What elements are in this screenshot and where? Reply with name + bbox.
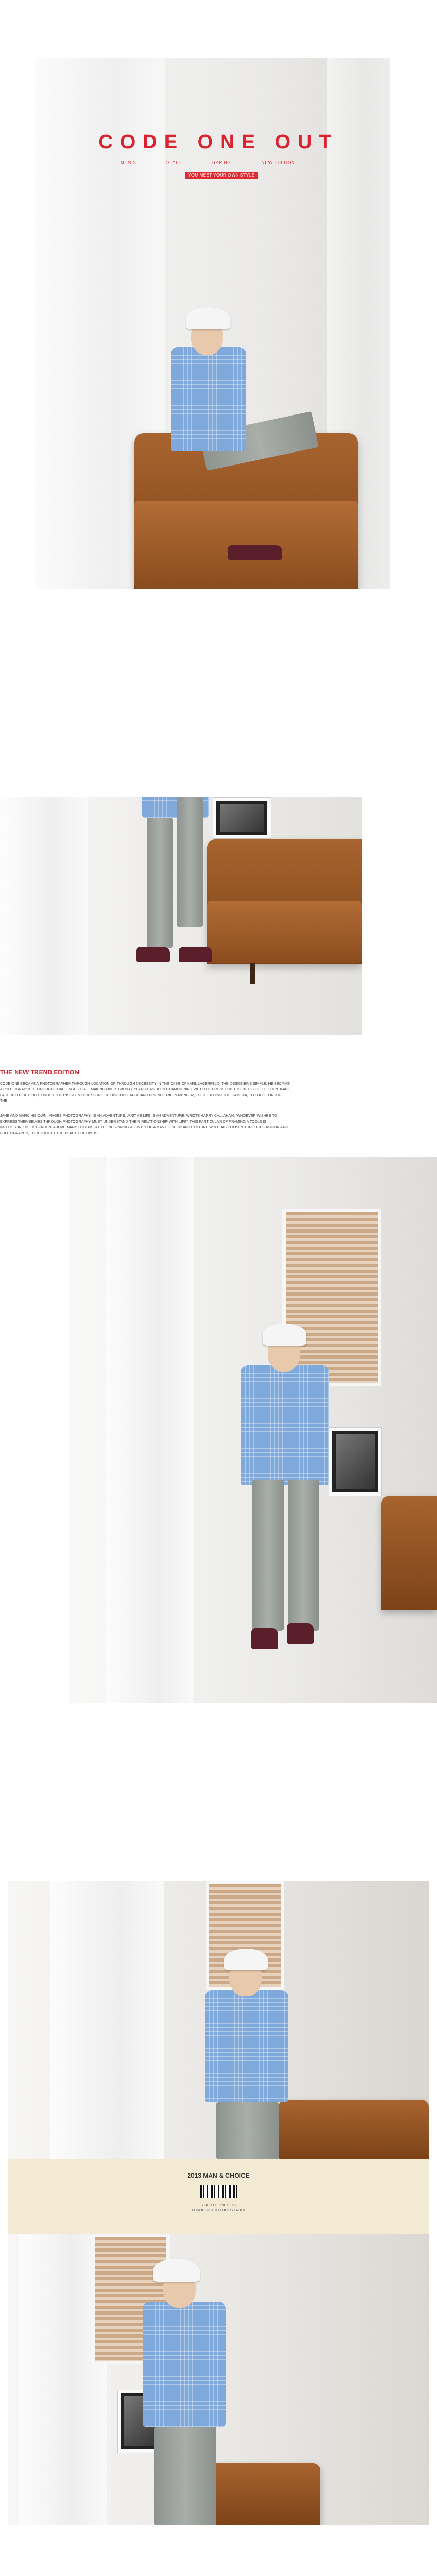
sofa-seat bbox=[207, 901, 362, 963]
sofa-photo bbox=[0, 797, 362, 1035]
bottom-person-shirt-top bbox=[205, 1990, 288, 2102]
trend-heading: THE NEW TREND EDITION bbox=[0, 1069, 79, 1076]
trend-paragraph-2: JANE AND MARC HIS OWN IMAGES PHOTOGRAPHY. IS AN ADVENTURE, JUST AS LIFE IS AN ADVENTURE, WROTE HARRY CALLAHAN. "WHOEVER WISHES TO EXPRESS THEMSELVES THROUGH PHOTOGRAPHY MUST UNDERSTAND THEIR RELATIONSHIP WITH LIFE". THIS PARTICULAR OF FRAMING A TOOLS IS INTERESTING ILLUSTRATION: ABOVE MANY OTHERS, AT THE BEGINNING ACTIVITY OF A MAN OF SHOP AND CULTURE WHO HAS CHOSEN THROUGH FASHION AND PHOTOGRAPHY, TO HIGHLIGHT THE BEAUTY OF LIMBS bbox=[0, 1114, 288, 1135]
subtitle-row bbox=[121, 160, 295, 165]
bottom-person-legs-bottom bbox=[154, 2427, 216, 2525]
sofa-curtain bbox=[0, 797, 88, 1035]
bottom-person-shirt-bottom bbox=[143, 2302, 226, 2427]
sofa-leg bbox=[250, 963, 255, 984]
hero-person-shirt bbox=[171, 347, 246, 451]
sofa-person-shoe-right bbox=[179, 947, 212, 962]
collection-band bbox=[8, 2159, 429, 2234]
band-title: 2013 MAN & CHOICE bbox=[187, 2172, 250, 2179]
trend-paragraph-1: CODE ONE BECAME A PHOTOGRAPHER THROUGH LOCATION OF THROUGH NECESSITY IN THE CASE OF KARL LAGERFELD. THE DESIGNER'S SIMPLE. HE BECAME A PHOTOGRAPHER THROUGH CHALLENGE TO ALL MAKING OVER TWENTY YEARS HAS BEEN CHAMPIONING WITH THE PRESS PHOTOS OF HIS COLLECTION. KARL LAGERFELD DECIDED, UNDER THE INSISTENT PRESSURE OF HIS COLLEAGUE AND FRIEND ERIC PFRUNDER, TO GO BEHIND THE CAMERA, TO LOOK THROUGH THE bbox=[0, 1082, 290, 1103]
hero-person-cap bbox=[186, 307, 230, 329]
bottom-photo-top bbox=[8, 1881, 429, 2159]
bottom-photo-bottom bbox=[8, 2234, 429, 2525]
sofa-person-leg-left bbox=[147, 818, 173, 948]
sofa-person-leg-right bbox=[177, 797, 203, 927]
window-wall-frame bbox=[329, 1428, 381, 1496]
window-sofa bbox=[381, 1496, 437, 1610]
band-line-1: YOUR OLD NEXT IS bbox=[201, 2204, 236, 2207]
window-photo bbox=[69, 1157, 437, 1703]
subtitle-1: MEN'S bbox=[121, 160, 136, 165]
subtitle-3: SPRING bbox=[212, 160, 232, 165]
sofa-wall-frame bbox=[213, 798, 271, 838]
barcode-icon bbox=[200, 2185, 237, 2198]
page-title: CODE ONE OUT bbox=[98, 131, 339, 153]
window-curtain bbox=[106, 1157, 194, 1703]
window-person-shoe-left bbox=[251, 1628, 278, 1649]
hero-person-shoe bbox=[228, 545, 282, 560]
subtitle-4: NEW EDITION bbox=[261, 160, 295, 165]
subtitle-2: STYLE bbox=[166, 160, 182, 165]
window-person-cap bbox=[263, 1324, 306, 1346]
window-person-shirt bbox=[241, 1365, 329, 1485]
window-person-leg-left bbox=[252, 1480, 284, 1631]
tagline-badge: YOU MEET YOUR OWN STYLE bbox=[185, 172, 258, 179]
bottom-sofa-top bbox=[279, 2100, 429, 2159]
band-line-2: THROUGH YOU LOOKS TRULY bbox=[191, 2209, 246, 2213]
window-person-shoe-right bbox=[287, 1623, 314, 1644]
window-person-leg-right bbox=[288, 1480, 319, 1631]
bottom-person-cap-bottom bbox=[153, 2259, 200, 2282]
bottom-person-legs-top bbox=[216, 2102, 279, 2159]
bottom-curtain-top bbox=[50, 1881, 164, 2159]
sofa-person-shoe-left bbox=[136, 947, 170, 962]
bottom-person-cap-top bbox=[224, 1949, 268, 1970]
